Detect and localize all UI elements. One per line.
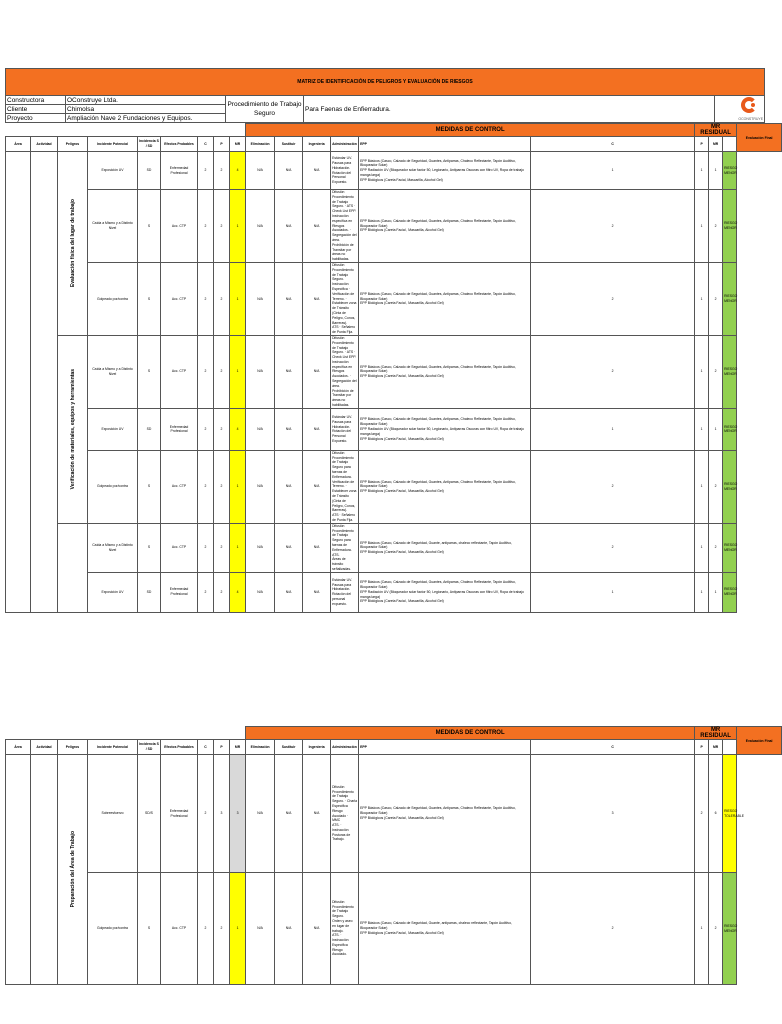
peligros-blank-cell <box>58 523 88 612</box>
ingenieria-cell: N/A <box>303 755 331 873</box>
residual-p-cell: 1 <box>695 335 709 408</box>
residual-mr-cell: 2 <box>709 190 723 263</box>
mr-header: MR <box>230 740 246 755</box>
epp-cell: EPP Básicos (Casco, Calzado de Seguridad, Guantes, Antiparras, Chaleco Reflectante, Tapón Auditivo, Bloqueador Solar) EPP Biológicos (Careta Facial , Mascarilla, Alcohol Gel) <box>359 262 531 335</box>
incidencia-header: Incidencia S / SD <box>138 137 161 152</box>
matrix-page-1 <box>5 68 773 613</box>
residual-p-cell: 1 <box>695 523 709 572</box>
risk-table-2 <box>5 726 782 985</box>
medidas-de-control-header: MEDIDAS DE CONTROL <box>246 727 695 740</box>
c-cell: 2 <box>198 873 214 985</box>
epp-cell: EPP Básicos (Casco, Calzado de Seguridad, Guantes, Antiparras, Chaleco Reflectante, Tapón Auditivo, Bloqueador Solar) EPP Biológicos (Careta Facial , Mascarilla, Alcohol Gel) <box>359 190 531 263</box>
area-header: Área <box>6 740 31 755</box>
residual-c-cell: 1 <box>531 408 695 450</box>
administracion-cell: Difusión Procedimiento de Trabajo Seguro. · ATS · Check List EPP. Instrucción específica en Riesgos Asociados. · Segregación del área. Prohibición de Transitar por áreas no habilitadas. <box>332 190 357 262</box>
peligro-cell: Caída a Mismo y a Distinto Nivel <box>88 190 138 263</box>
procedimiento-label: Procedimiento de Trabajo Seguro <box>226 96 304 123</box>
area-header: Área <box>6 137 31 152</box>
efecto-cell: Enfermedad Profesional <box>161 755 198 873</box>
activity-preparacion-area-cell <box>58 755 88 985</box>
efectos-header: Efectos Probables <box>161 137 198 152</box>
proyecto-label: Proyecto <box>6 114 66 123</box>
epp-cell: EPP Básicos (Casco, Calzado de Seguridad, Guantes, Antiparras, Chaleco Reflectante, Tapón Auditivo, Bloqueador Solar) EPP Radiación UV (Bloqueador solar factor 50, Legionario, Antiparras Oscuras con filtro UV, Ropa de trabajo manga larga) EPP Biológicos (Careta Facial , Mascarilla, Alcohol Gel) <box>359 572 531 612</box>
peligro-cell: Golpeado por/contra <box>88 873 138 985</box>
activity-evaluacion-fisica-cell <box>58 152 88 336</box>
sustituir-cell: N/A <box>275 523 303 572</box>
eliminacion-header: Eliminación <box>246 740 275 755</box>
p-cell: 2 <box>214 450 230 523</box>
para-faenas-label: Para Faenas de Enfierradura. <box>304 96 715 123</box>
sustituir-cell: N/A <box>275 450 303 523</box>
residual-c-cell: 2 <box>531 335 695 408</box>
eliminacion-cell: N/A <box>246 152 275 190</box>
peligro-cell: Exposición UV <box>88 408 138 450</box>
eliminacion-cell: N/A <box>246 408 275 450</box>
eliminacion-cell: N/A <box>246 755 275 873</box>
incidencia-cell: S <box>138 262 161 335</box>
matrix-title: MATRIZ DE IDENTIFICACIÓN DE PELIGROS Y EVALUACIÓN DE RIESGOS <box>6 69 765 96</box>
p-cell: 2 <box>214 523 230 572</box>
eliminacion-cell: N/A <box>246 572 275 612</box>
sustituir-cell: N/A <box>275 262 303 335</box>
residual-c-cell: 1 <box>531 572 695 612</box>
mr-cell: 1 <box>230 450 246 523</box>
peligro-cell: Caída a Mismo y a Distinto Nivel <box>88 523 138 572</box>
residual-c-cell: 2 <box>531 450 695 523</box>
p-cell: 2 <box>214 572 230 612</box>
residual-c-cell: 2 <box>531 262 695 335</box>
peligros-header: Peligros <box>58 137 88 152</box>
administracion-header: Administración <box>331 740 359 755</box>
residual-p-cell: 1 <box>695 408 709 450</box>
sustituir-cell: N/A <box>275 190 303 263</box>
c-cell: 2 <box>198 450 214 523</box>
efecto-cell: Acc. CTP <box>161 873 198 985</box>
sustituir-cell: N/A <box>275 572 303 612</box>
c-cell: 2 <box>198 335 214 408</box>
incidencia-cell: S <box>138 450 161 523</box>
peligro-cell: Exposición UV <box>88 152 138 190</box>
eliminacion-cell: N/A <box>246 190 275 263</box>
p-cell: 2 <box>214 873 230 985</box>
c-cell: 2 <box>198 755 214 873</box>
efecto-cell: Acc. CTP <box>161 262 198 335</box>
mr-residual-header: MR RESIDUAL <box>695 727 737 740</box>
activity-preparacion-area: Preparación del Área de Trabajo <box>69 831 76 908</box>
table-row <box>6 572 782 612</box>
residual-p-header: P <box>695 137 709 152</box>
residual-c-cell: 1 <box>531 152 695 190</box>
efecto-cell: Acc. CTP <box>161 335 198 408</box>
administracion-cell: Estándar UV. Pausas para Hidratación. Rotación del personal expuesto. <box>331 572 359 612</box>
eliminacion-cell: N/A <box>246 335 275 408</box>
epp-cell: EPP Básicos (Casco, Calzado de Seguridad, Guantes, Antiparras, Chaleco Reflectante, Tapón Auditivo, Bloqueador Solar) EPP Radiación UV (Bloqueador solar factor 50, Legionario, Antiparras Oscuras con filtro UV, Ropa de trabajo manga larga) EPP Biológicos (Careta Facial , Mascarilla, Alcohol Gel) <box>359 408 531 450</box>
ingenieria-cell: N/A <box>303 152 331 190</box>
table-row <box>6 450 782 523</box>
incidencia-cell: S <box>138 873 161 985</box>
residual-p-cell: 1 <box>695 450 709 523</box>
evaluacion-final-cell: RIESGO MENOR <box>723 408 737 450</box>
epp-header: EPP <box>359 740 531 755</box>
eliminacion-cell: N/A <box>246 523 275 572</box>
incidencia-cell: SD <box>138 152 161 190</box>
p-cell: 2 <box>214 335 230 408</box>
residual-p-cell: 1 <box>695 262 709 335</box>
residual-mr-cell: 6 <box>709 755 723 873</box>
ingenieria-header: Ingeniería <box>303 740 331 755</box>
administracion-cell: Difusión Procedimiento de Trabajo Seguro para faenas de Enfierradura. Verificación de Terreno. · Establecer zona de Tránsito (Cinta de Peligro, Conos, Barreras). ATS · Señalero de Punta Fija. <box>331 450 359 523</box>
residual-mr-cell: 2 <box>709 262 723 335</box>
table-row <box>6 190 782 263</box>
c-cell: 2 <box>198 152 214 190</box>
incidencia-cell: S <box>138 190 161 263</box>
administracion-cell: Difusión Procedimiento de Trabajo Seguro. · ATS · Check List EPP. Instrucción específica en Riesgos Asociados. · Segregación del área. Prohibición de Transitar por áreas no habilitadas. <box>332 335 357 408</box>
table-row <box>6 873 782 985</box>
evaluacion-final-header: Evaluación Final <box>737 727 782 755</box>
constructora-label: Constructora <box>6 96 66 105</box>
sustituir-cell: N/A <box>275 408 303 450</box>
residual-p-cell: 1 <box>695 572 709 612</box>
sustituir-header: Sustituir <box>275 137 303 152</box>
area-cell <box>6 152 31 613</box>
logo-text: OCONSTRUYE <box>738 117 764 121</box>
sustituir-header: Sustituir <box>275 740 303 755</box>
p-header: P <box>214 740 230 755</box>
ingenieria-cell: N/A <box>303 262 331 335</box>
actividad-header: Actividad <box>31 740 58 755</box>
sustituir-cell: N/A <box>275 335 303 408</box>
residual-c-header: C <box>531 740 695 755</box>
epp-cell: EPP Básicos (Casco, Calzado de Seguridad, Guantes, Antiparras, Chaleco Reflectante, Tapón Auditivo, Bloqueador Solar) EPP Biológicos (Careta Facial , Mascarilla, Alcohol Gel) <box>359 450 531 523</box>
eliminacion-header: Eliminación <box>246 137 275 152</box>
epp-cell: EPP Básicos (Casco, Calzado de Seguridad, Guantes, Antiparras, Chaleco Reflectante, Tapón Auditivo, Bloqueador Solar) EPP Biológicos (Careta Facial , Mascarilla, Alcohol Gel) <box>359 335 531 408</box>
sustituir-cell: N/A <box>275 873 303 985</box>
mr-cell: 3 <box>230 755 246 873</box>
administracion-header: Administración <box>331 137 359 152</box>
administracion-cell: Difusión Procedimiento de Trabajo Seguro. · Charla Específica Riesgo Asociado · MMC ATS. · Instrucción Posturas de Trabajo. <box>331 755 359 873</box>
matrix-header-table <box>5 68 765 123</box>
residual-p-cell: 1 <box>695 152 709 190</box>
table-row <box>6 262 782 335</box>
mr-cell: 1 <box>230 523 246 572</box>
c-header: C <box>198 740 214 755</box>
efecto-cell: Acc. CTP <box>161 450 198 523</box>
medidas-spacer <box>6 124 246 137</box>
table-row <box>6 523 782 572</box>
p-cell: 2 <box>214 408 230 450</box>
evaluacion-final-cell: RIESGO MENOR <box>723 190 737 263</box>
incidencia-cell: SD <box>138 572 161 612</box>
residual-mr-header: MR <box>709 740 723 755</box>
residual-c-header: C <box>531 137 695 152</box>
table-row <box>6 408 782 450</box>
ingenieria-header: Ingeniería <box>303 137 331 152</box>
epp-cell: EPP Básicos (Casco, Calzado de Seguridad, Guantes, Antiparras, Chaleco Reflectante, Tapón Auditivo, Bloqueador Solar) EPP Biológicos (Careta Facial , Mascarilla, Alcohol Gel) <box>359 755 531 873</box>
medidas-de-control-header: MEDIDAS DE CONTROL <box>246 124 695 137</box>
p-header: P <box>214 137 230 152</box>
c-cell: 2 <box>198 572 214 612</box>
peligros-header: Peligros <box>58 740 88 755</box>
mr-residual-header: MR RESIDUAL <box>695 124 737 137</box>
residual-p-cell: 2 <box>695 755 709 873</box>
residual-p-cell: 1 <box>695 190 709 263</box>
epp-header: EPP <box>359 137 531 152</box>
residual-mr-header: MR <box>709 137 723 152</box>
ingenieria-cell: N/A <box>303 335 331 408</box>
efecto-cell: Enfermedad Profesional <box>161 572 198 612</box>
peligro-cell: Golpeado por/contra <box>88 450 138 523</box>
p-cell: 2 <box>214 190 230 263</box>
eliminacion-cell: N/A <box>246 873 275 985</box>
incidente-header: Incidente Potencial <box>88 137 138 152</box>
efecto-cell: Acc. CTP <box>161 190 198 263</box>
mr-cell: 1 <box>230 873 246 985</box>
residual-mr-cell: 1 <box>709 152 723 190</box>
sustituir-cell: N/A <box>275 152 303 190</box>
proyecto-value: Ampliación Nave 2 Fundaciones y Equipos. <box>66 114 226 123</box>
administracion-cell: Difusión Procedimiento de Trabajo Seguro para faenas de Enfierradura. ATS. Áreas de tránsito señalizadas. <box>331 523 359 572</box>
incidencia-cell: S <box>138 335 161 408</box>
mr-header: MR <box>230 137 246 152</box>
medidas-spacer <box>6 727 246 740</box>
epp-cell: EPP Básicos (Casco, Calzado de Seguridad, Guante, antiparras, chaleco reflectante, Tapón Auditivo, Bloqueador Solar) EPP Biológicos (Careta Facial , Mascarilla, Alcohol Gel) <box>359 873 531 985</box>
ingenieria-cell: N/A <box>303 450 331 523</box>
activity-verificacion-materiales: Verificación de materiales, equipos y herramientas <box>69 369 76 490</box>
residual-mr-cell: 2 <box>709 450 723 523</box>
activity-verificacion-materiales-cell <box>58 335 88 523</box>
peligro-cell: Caída a Mismo y a Distinto Nivel <box>88 335 138 408</box>
ingenieria-cell: N/A <box>303 873 331 985</box>
mr-cell: 4 <box>230 572 246 612</box>
residual-c-cell: 2 <box>531 190 695 263</box>
table-row <box>6 755 782 873</box>
evaluacion-final-cell: RIESGO MENOR <box>723 262 737 335</box>
residual-p-cell: 1 <box>695 873 709 985</box>
c-cell: 2 <box>198 262 214 335</box>
p-cell: 2 <box>214 262 230 335</box>
evaluacion-final-cell: RIESGO MENOR <box>723 152 737 190</box>
mr-cell: 1 <box>230 262 246 335</box>
peligro-cell: Golpeado por/contra <box>88 262 138 335</box>
company-logo <box>715 96 765 123</box>
evaluacion-final-cell: RIESGO MENOR <box>723 873 737 985</box>
area-cell <box>6 755 31 985</box>
eliminacion-cell: N/A <box>246 450 275 523</box>
efectos-header: Efectos Probables <box>161 740 198 755</box>
residual-mr-cell: 2 <box>709 873 723 985</box>
c-cell: 2 <box>198 523 214 572</box>
activity-evaluacion-fisica: Evaluación física del lugar de trabajo <box>69 199 76 288</box>
cliente-label: Cliente <box>6 105 66 114</box>
c-cell: 2 <box>198 190 214 263</box>
c-header: C <box>198 137 214 152</box>
incidencia-header: Incidencia S / SD <box>138 740 161 755</box>
peligro-cell: Sobreesfuerzo <box>88 755 138 873</box>
risk-table-1 <box>5 123 782 613</box>
eliminacion-cell: N/A <box>246 262 275 335</box>
mr-cell: 1 <box>230 335 246 408</box>
administracion-cell: Difusión Procedimiento de Trabajo Seguro. Instrucción Específica · Verificación de Terreno. · Establecer zona de Tránsito (Cinta de Peligro, Conos, Barreras). ATS · Señalero de Punta Fija. <box>331 262 359 335</box>
c-cell: 2 <box>198 408 214 450</box>
evaluacion-final-cell: RIESGO MENOR <box>723 450 737 523</box>
incidente-header: Incidente Potencial <box>88 740 138 755</box>
p-cell: 3 <box>214 755 230 873</box>
ingenieria-cell: N/A <box>303 523 331 572</box>
evaluacion-final-cell: RIESGO MENOR <box>723 572 737 612</box>
ingenieria-cell: N/A <box>303 408 331 450</box>
efecto-cell: Enfermedad Profesional <box>161 152 198 190</box>
actividad-cell <box>31 755 58 985</box>
ingenieria-cell: N/A <box>303 190 331 263</box>
p-cell: 2 <box>214 152 230 190</box>
residual-mr-cell: 2 <box>709 523 723 572</box>
residual-c-cell: 2 <box>531 873 695 985</box>
incidencia-cell: SD/S <box>138 755 161 873</box>
peligro-cell: Exposición UV <box>88 572 138 612</box>
evaluacion-final-cell: RIESGO MENOR <box>723 335 737 408</box>
residual-mr-cell: 1 <box>709 572 723 612</box>
administracion-cell: Estándar UV. Pausas para Hidratación. Rotación del Personal Expuesto. <box>331 152 359 190</box>
incidencia-cell: S <box>138 523 161 572</box>
administracion-cell: Estándar UV. Pausas para Hidratación. Rotación del Personal Expuesto. <box>331 408 359 450</box>
residual-p-header: P <box>695 740 709 755</box>
administracion-cell: Difusión Procedimiento de Trabajo Seguro. Orden y aseo en lugar de trabajo. ATS. · Instrucción Específica Riesgo Asociado. <box>331 873 359 985</box>
residual-c-cell: 3 <box>531 755 695 873</box>
mr-cell: 4 <box>230 408 246 450</box>
table-row <box>6 152 782 190</box>
efecto-cell: Enfermedad Profesional <box>161 408 198 450</box>
residual-mr-cell: 2 <box>709 335 723 408</box>
epp-cell: EPP Básicos (Casco, Calzado de Seguridad, Guantes, Antiparras, Chaleco Reflectante, Tapón Auditivo, Bloqueador Solar) EPP Radiación UV (Bloqueador solar factor 50, Legionario, Antiparras Oscuras con filtro UV, Ropa de trabajo manga larga) EPP Biológicos (Careta Facial, Mascarilla, Alcohol Gel) <box>359 152 531 190</box>
efecto-cell: Acc. CTP <box>161 523 198 572</box>
evaluacion-final-cell: RIESGO MENOR <box>723 523 737 572</box>
incidencia-cell: SD <box>138 408 161 450</box>
mr-cell: 4 <box>230 152 246 190</box>
evaluacion-final-header: Evaluación Final <box>737 124 782 152</box>
table-row <box>6 335 782 408</box>
actividad-cell <box>31 152 58 613</box>
sustituir-cell: N/A <box>275 755 303 873</box>
epp-cell: EPP Básicos (Casco, Calzado de Seguridad, Guante, antiparras, chaleco reflectante, Tapón Auditivo, Bloqueador Solar) EPP Biológicos (Careta Facial , Mascarilla, Alcohol Gel) <box>359 523 531 572</box>
actividad-header: Actividad <box>31 137 58 152</box>
cliente-value: Chimolsa <box>66 105 226 114</box>
mr-cell: 1 <box>230 190 246 263</box>
ingenieria-cell: N/A <box>303 572 331 612</box>
residual-mr-cell: 1 <box>709 408 723 450</box>
constructora-value: OConstruye Ltda. <box>66 96 226 105</box>
evaluacion-final-cell: RIESGO TOLERABLE <box>723 755 737 873</box>
residual-c-cell: 2 <box>531 523 695 572</box>
matrix-page-2 <box>5 726 773 985</box>
